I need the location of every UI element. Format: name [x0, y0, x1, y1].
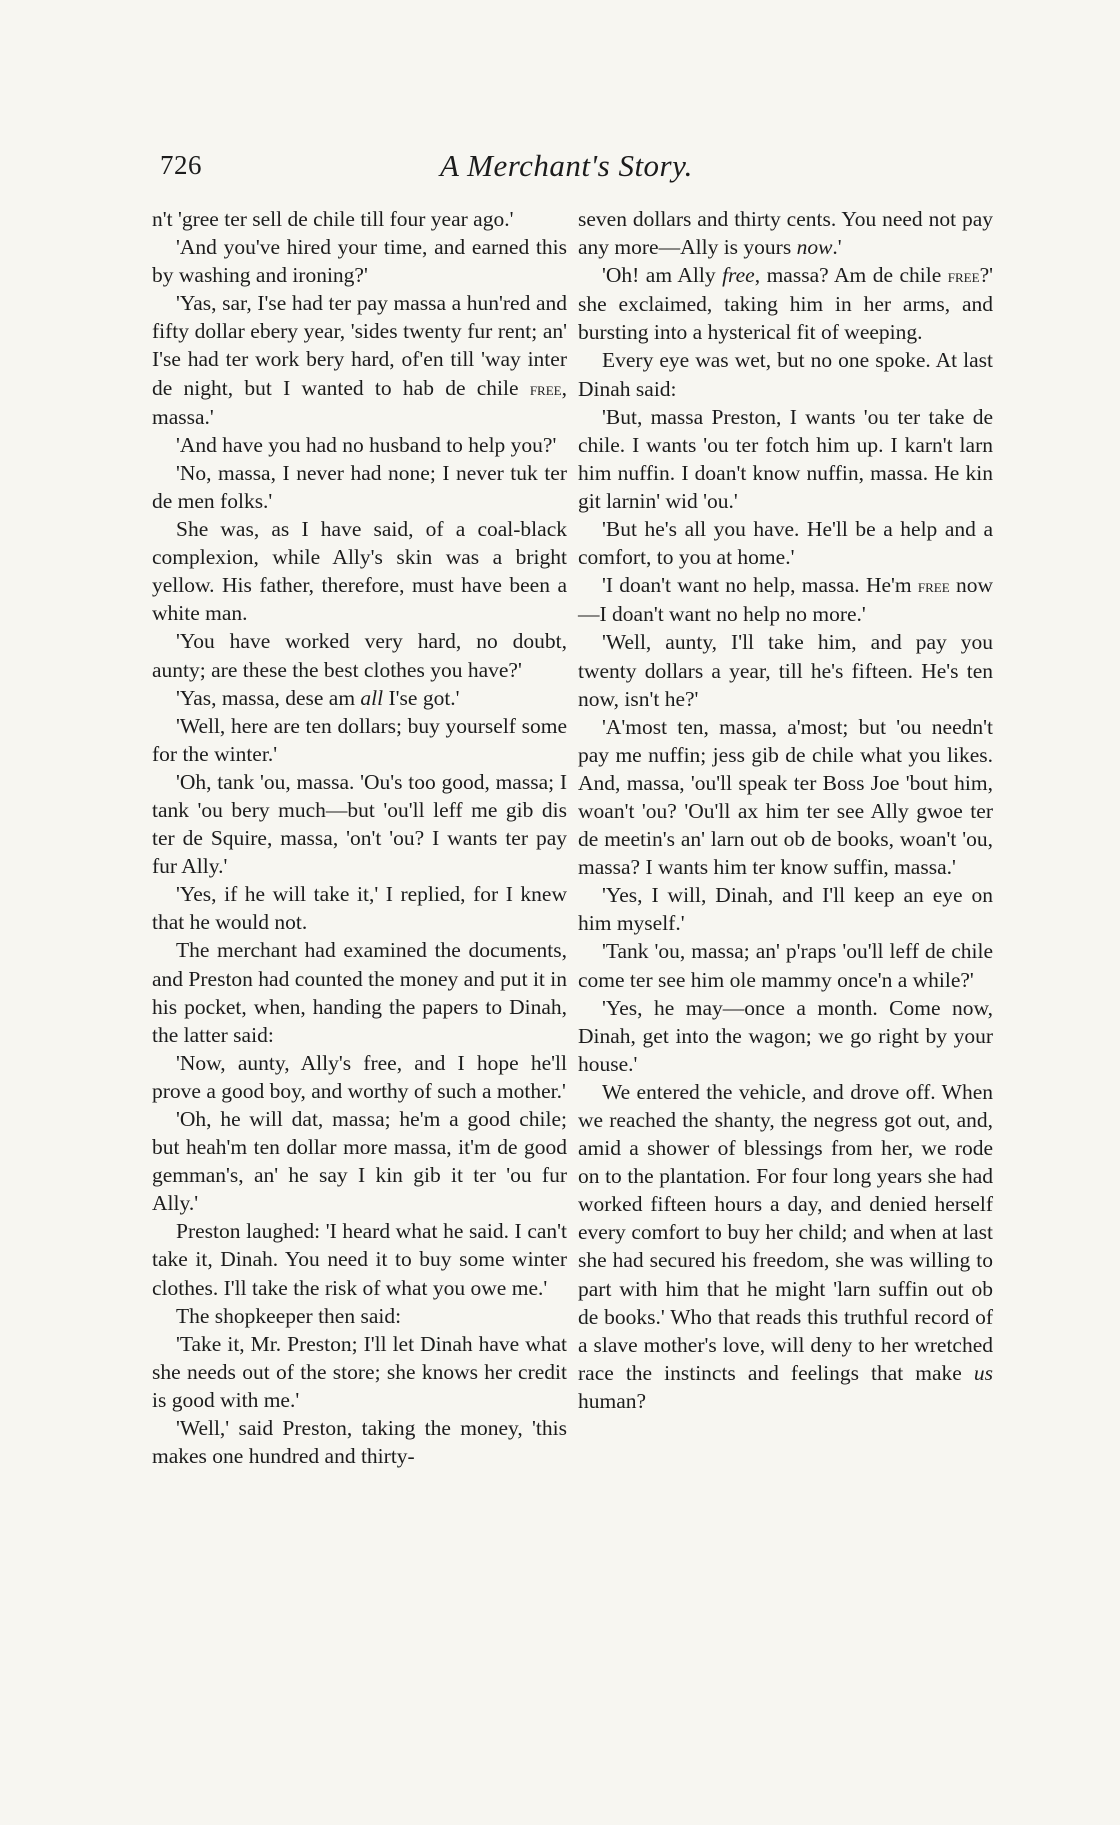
paragraph: Every eye was wet, but no one spoke. At last Dinah said: [578, 348, 993, 401]
paragraph: 'Take it, Mr. Preston; I'll let Dinah have what she needs out of the store; she knows her credit is good with me.' [152, 1331, 567, 1412]
paragraph: 'Yes, I will, Dinah, and I'll keep an eye on him myself.' [578, 883, 993, 936]
paragraph: Preston laughed: 'I heard what he said. I can't take it, Dinah. You need it to buy some winter clothes. I'll take the risk of what you owe me.' [152, 1219, 567, 1300]
paragraph: 'Tank 'ou, massa; an' p'raps 'ou'll leff de chile come ter see him ole mammy once'n a while?' [578, 939, 993, 992]
paragraph: 'But, massa Preston, I wants 'ou ter take de chile. I wants 'ou ter fotch him up. I karn't larn him nuffin. I doan't know nuffin, massa. He kin git larnin' wid 'ou.' [578, 404, 993, 513]
paragraph: We entered the vehicle, and drove off. When we reached the shanty, the negress got out, and, amid a shower of blessings from her, we rode on to the plantation. For four long years she had worked fifteen hours a day, and denied herself every comfort to buy her child; and when at last she had secured his freedom, she was willing to part with him that he might 'larn suffin out ob de books.' Who that reads this truthful record of a slave mother's love, will deny to her wretched race the instincts and feelings that make us human? [578, 1079, 993, 1413]
right-column [578, 205, 993, 1415]
paragraph: seven dollars and thirty cents. You need not pay any more—Ally is yours now.' [578, 207, 993, 260]
paragraph: 'Oh, tank 'ou, massa. 'Ou's too good, massa; I tank 'ou bery much—but 'ou'll leff me gib dis ter de Squire, massa, 'on't 'ou? I wants ter pay fur Ally.' [152, 769, 567, 879]
running-title: A Merchant's Story. [440, 148, 693, 183]
paragraph: The shopkeeper then said: [176, 1303, 402, 1328]
page-number: 726 [160, 150, 202, 180]
left-column [152, 205, 567, 1470]
paragraph: 'Yas, massa, dese am all I'se got.' [176, 685, 460, 710]
paragraph: 'Oh, he will dat, massa; he'm a good chile; but heah'm ten dollar more massa, it'm de good gemman's, an' he say I kin gib it ter 'ou fur Ally.' [152, 1107, 567, 1216]
paragraph: 'Oh! am Ally free, massa? Am de chile free?' she exclaimed, taking him in her arms, and bursting into a hysterical fit of weeping. [578, 263, 993, 345]
paragraph: 'No, massa, I never had none; I never tuk ter de men folks.' [152, 460, 567, 513]
paragraph: 'Well,' said Preston, taking the money, 'this makes one hundred and thirty- [152, 1416, 567, 1469]
paragraph: 'Yas, sar, I'se had ter pay massa a hun'red and fifty dollar ebery year, 'sides twenty fur rent; an' I'se had ter work bery hard, of'en till 'way inter de night, but I wanted to hab de chile free, massa.' [152, 291, 567, 429]
paragraph: 'But he's all you have. He'll be a help and a comfort, to you at home.' [578, 517, 993, 570]
paragraph: 'Yes, if he will take it,' I replied, for I knew that he would not. [152, 882, 567, 935]
paragraph: The merchant had examined the documents, and Preston had counted the money and put it in his pocket, when, handing the papers to Dinah, the latter said: [152, 938, 567, 1047]
paragraph: 'Yes, he may—once a month. Come now, Dinah, get into the wagon; we go right by your house.' [578, 995, 993, 1076]
paragraph: 'Well, here are ten dollars; buy yourself some for the winter.' [152, 713, 567, 766]
paragraph: She was, as I have said, of a coal-black complexion, while Ally's skin was a bright yellow. His father, therefore, must have been a white man. [152, 517, 567, 626]
paragraph: 'Well, aunty, I'll take him, and pay you twenty dollars a year, till he's fifteen. He's ten now, isn't he?' [578, 630, 993, 711]
paragraph: 'And you've hired your time, and earned this by washing and ironing?' [152, 235, 567, 288]
paragraph: n't 'gree ter sell de chile till four year ago.' [152, 207, 514, 231]
paragraph: 'And have you had no husband to help you?' [176, 432, 557, 457]
paragraph: 'A'most ten, massa, a'most; but 'ou needn't pay me nuffin; jess gib de chile what you likes. And, massa, 'ou'll speak ter Boss Joe 'bout him, woan't 'ou? 'Ou'll ax him ter see Ally gwoe ter de meetin's an' larn out ob de books, woan't 'ou, massa? I wants him ter know suffin, massa.' [578, 714, 993, 880]
paragraph: 'You have worked very hard, no doubt, aunty; are these the best clothes you have?' [152, 629, 567, 682]
paragraph: 'Now, aunty, Ally's free, and I hope he'll prove a good boy, and worthy of such a mother.' [152, 1050, 567, 1103]
paragraph: 'I doan't want no help, massa. He'm free now—I doan't want no help no more.' [578, 573, 993, 627]
